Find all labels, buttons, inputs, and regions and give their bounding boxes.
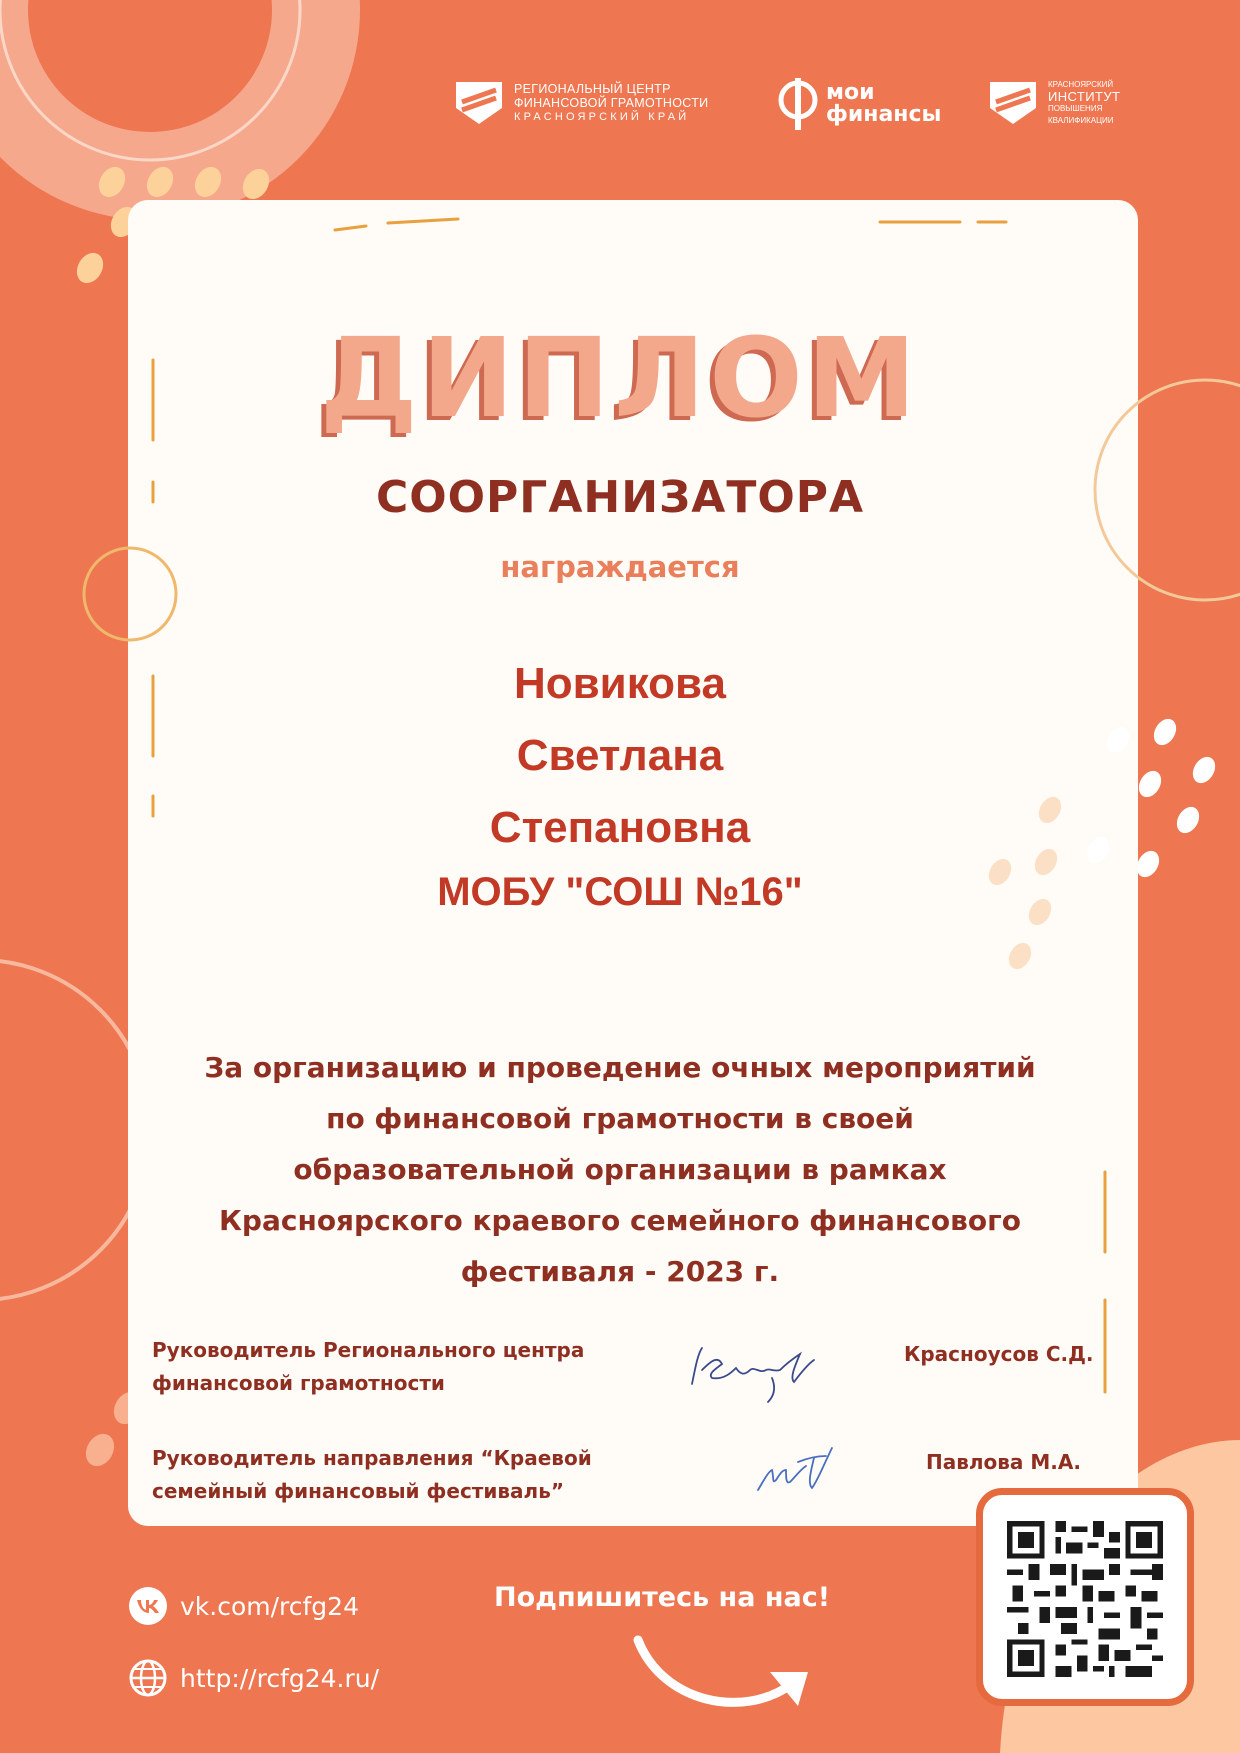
site-link-text[interactable]: http://rcfg24.ru/ <box>180 1663 380 1693</box>
curved-arrow-icon <box>632 1632 822 1722</box>
vk-icon <box>128 1586 168 1626</box>
signatory-2-role-line1: Руководитель направления “Краевой <box>152 1446 592 1470</box>
logo-rcfg-line3: КРАСНОЯРСКИЙ КРАЙ <box>514 111 690 123</box>
diploma-title: ДИПЛОМ <box>319 314 921 442</box>
logo-institute-line4: КВАЛИФИКАЦИИ <box>1048 116 1114 125</box>
logo-moi-line2: финансы <box>826 102 942 127</box>
signatory-1-role-line1: Руководитель Регионального центра <box>152 1338 585 1362</box>
reason-line: фестиваля - 2023 г. <box>460 1255 780 1288</box>
awarded-label: награждается <box>500 550 740 584</box>
signature-2-image <box>752 1440 852 1500</box>
vk-link[interactable] <box>128 1586 359 1626</box>
subscribe-text: Подпишитесь на нас! <box>494 1582 831 1613</box>
signatory-1-role-line2: финансовой грамотности <box>152 1371 445 1395</box>
site-link[interactable] <box>128 1658 379 1698</box>
reason-line: Красноярского краевого семейного финансового <box>219 1204 1021 1237</box>
signatory-1-name: Красноусов С.Д. <box>904 1342 1094 1366</box>
logo-moi-line1: мои <box>826 80 875 105</box>
signatory-2-name: Павлова М.А. <box>926 1450 1081 1474</box>
reason-line: образовательной организации в рамках <box>293 1153 947 1186</box>
signature-1-image <box>684 1334 834 1406</box>
reason-line: по финансовой грамотности в своей <box>326 1102 914 1135</box>
recipient-organization: МОБУ "СОШ №16" <box>437 870 803 914</box>
recipient-last-name: Новикова <box>513 659 726 708</box>
qr-code-icon <box>1007 1521 1163 1677</box>
logo-institute-line3: ПОВЫШЕНИЯ <box>1048 104 1103 113</box>
qr-code-frame[interactable] <box>976 1488 1194 1706</box>
globe-icon <box>128 1658 168 1698</box>
logo-institute-line1: КРАСНОЯРСКИЙ <box>1048 80 1114 89</box>
signatory-2-role <box>152 1442 592 1508</box>
signatory-1-role <box>152 1334 584 1400</box>
reason-line: За организацию и проведение очных мероприятий <box>204 1051 1036 1084</box>
recipient-name <box>0 648 1240 864</box>
logo-institute-line2: ИНСТИТУТ <box>1048 89 1121 104</box>
diploma-subtitle: СООРГАНИЗАТОРА <box>375 472 865 523</box>
award-reason <box>0 1042 1240 1297</box>
vk-link-text[interactable]: vk.com/rcfg24 <box>180 1591 359 1621</box>
recipient-patronymic: Степановна <box>489 803 751 852</box>
signatory-2-role-line2: семейный финансовый фестиваль” <box>152 1479 564 1503</box>
logo-rcfg-line2: ФИНАНСОВОЙ ГРАМОТНОСТИ <box>514 96 709 110</box>
logo-rcfg-line1: РЕГИОНАЛЬНЫЙ ЦЕНТР <box>514 82 671 96</box>
recipient-first-name: Светлана <box>516 731 724 780</box>
